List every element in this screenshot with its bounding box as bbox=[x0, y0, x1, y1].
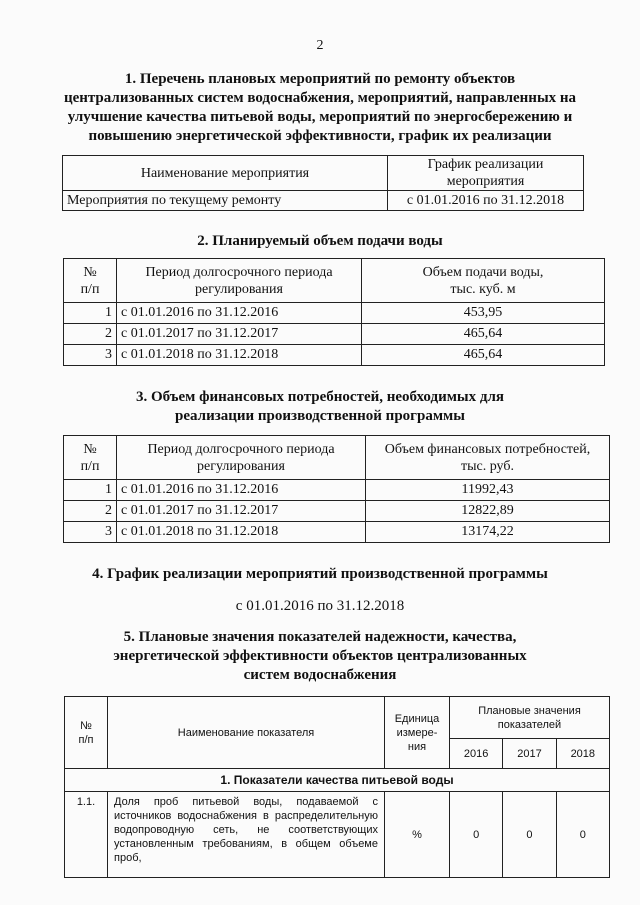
header-number-line: п/п bbox=[80, 281, 100, 297]
row-volume: 453,95 bbox=[362, 303, 605, 324]
header-volume bbox=[362, 259, 605, 303]
row-financial: 13174,22 bbox=[366, 522, 610, 543]
section5-table bbox=[64, 696, 610, 878]
section3-title bbox=[0, 388, 640, 426]
header-financial-line: Объем финансовых потребностей, bbox=[384, 441, 591, 457]
header-period bbox=[117, 436, 366, 480]
section5-title-line: систем водоснабжения bbox=[243, 667, 397, 683]
header-unit-line: Единица bbox=[394, 712, 440, 725]
section4-period: с 01.01.2016 по 31.12.2018 bbox=[235, 598, 405, 614]
row-number: 2 bbox=[64, 501, 117, 522]
header-plan-line: Плановые значения bbox=[478, 704, 581, 717]
header-period-line: Период долгосрочного периода bbox=[145, 264, 333, 280]
header-number bbox=[65, 697, 108, 769]
header-number-line: № bbox=[80, 719, 92, 732]
header-volume-line: тыс. куб. м bbox=[450, 281, 516, 297]
row-period: с 01.01.2016 по 31.12.2016 bbox=[117, 303, 362, 324]
row-number: 1 bbox=[64, 480, 117, 501]
row-period: с 01.01.2018 по 31.12.2018 bbox=[117, 522, 366, 543]
row-period: с 01.01.2017 по 31.12.2017 bbox=[117, 501, 366, 522]
section2-title: 2. Планируемый объем подачи воды bbox=[197, 233, 443, 249]
page-number: 2 bbox=[316, 38, 324, 53]
row-period: с 01.01.2018 по 31.12.2018 bbox=[117, 345, 362, 366]
table-row bbox=[65, 792, 610, 878]
header-period-line: регулирования bbox=[195, 281, 283, 297]
header-financial-line: тыс. руб. bbox=[461, 458, 514, 474]
event-name-cell: Мероприятия по текущему ремонту bbox=[63, 191, 388, 211]
section3-table bbox=[63, 435, 610, 543]
header-plan-line: показателей bbox=[497, 718, 562, 731]
header-number bbox=[64, 436, 117, 480]
section2-table bbox=[63, 258, 605, 366]
header-year-2017: 2017 bbox=[503, 739, 556, 769]
table-row bbox=[64, 501, 610, 522]
section1-title-line: улучшение качества питьевой воды, мероприятий по энергосбережению и bbox=[67, 109, 573, 125]
header-number-line: п/п bbox=[80, 458, 100, 474]
group-title: 1. Показатели качества питьевой воды bbox=[65, 769, 610, 792]
table-row bbox=[64, 522, 610, 543]
header-period-line: регулирования bbox=[197, 458, 285, 474]
header-unit-line: измере- bbox=[396, 726, 438, 739]
section1-title-line: централизованных систем водоснабжения, мероприятий, направленных на bbox=[63, 90, 577, 106]
row-volume: 465,64 bbox=[362, 324, 605, 345]
header-unit bbox=[385, 697, 450, 769]
header-indicator-name: Наименование показателя bbox=[108, 697, 385, 769]
header-volume-line: Объем подачи воды, bbox=[422, 264, 544, 280]
section5-title-line: 5. Плановые значения показателей надежности, качества, bbox=[123, 629, 517, 645]
group-row bbox=[65, 769, 610, 792]
header-schedule-line: мероприятия bbox=[446, 174, 525, 189]
row-number: 3 bbox=[64, 522, 117, 543]
schedule-cell: с 01.01.2016 по 31.12.2018 bbox=[388, 191, 584, 211]
section5-title-line: энергетической эффективности объектов централизованных bbox=[113, 648, 527, 664]
row-number: 1 bbox=[64, 303, 117, 324]
section3-title-line: 3. Объем финансовых потребностей, необходимых для bbox=[135, 389, 505, 405]
section1-table bbox=[62, 155, 584, 211]
header-number-line: № bbox=[83, 264, 97, 280]
header-year-2016: 2016 bbox=[450, 739, 503, 769]
row-number: 2 bbox=[64, 324, 117, 345]
header-number bbox=[64, 259, 117, 303]
row-number: 1.1. bbox=[65, 792, 108, 878]
indicator-text: Доля проб питьевой воды, подаваемой с источников водоснабжения в распределительную водопроводную сеть, не соответствующих установленным требованиям, в общем объеме проб, bbox=[108, 792, 385, 878]
value-2016: 0 bbox=[450, 792, 503, 878]
section3-title-line: реализации производственной программы bbox=[175, 408, 465, 424]
table-row bbox=[64, 480, 610, 501]
section4-title: 4. График реализации мероприятий производственной программы bbox=[92, 566, 548, 582]
header-period-line: Период долгосрочного периода bbox=[147, 441, 335, 457]
section1-title-line: повышению энергетической эффективности, график их реализации bbox=[88, 128, 552, 144]
header-number-line: п/п bbox=[78, 733, 94, 746]
indicator-unit: % bbox=[385, 792, 450, 878]
table-row bbox=[64, 324, 605, 345]
value-2017: 0 bbox=[503, 792, 556, 878]
row-number: 3 bbox=[64, 345, 117, 366]
header-period bbox=[117, 259, 362, 303]
header-unit-line: ния bbox=[407, 740, 427, 753]
section5-title bbox=[0, 628, 640, 685]
header-schedule bbox=[388, 156, 584, 191]
header-number-line: № bbox=[83, 441, 97, 457]
row-financial: 11992,43 bbox=[366, 480, 610, 501]
row-financial: 12822,89 bbox=[366, 501, 610, 522]
section1-title-line: 1. Перечень плановых мероприятий по ремонту объектов bbox=[124, 71, 516, 87]
header-schedule-line: График реализации bbox=[427, 157, 544, 172]
header-plan-values bbox=[450, 697, 610, 739]
value-2018: 0 bbox=[556, 792, 609, 878]
row-period: с 01.01.2017 по 31.12.2017 bbox=[117, 324, 362, 345]
table-row bbox=[64, 345, 605, 366]
header-event-name: Наименование мероприятия bbox=[63, 156, 388, 191]
section1-title bbox=[0, 70, 640, 146]
header-year-2018: 2018 bbox=[556, 739, 609, 769]
header-financial bbox=[366, 436, 610, 480]
table-row bbox=[64, 303, 605, 324]
table-row bbox=[63, 191, 584, 211]
row-volume: 465,64 bbox=[362, 345, 605, 366]
row-period: с 01.01.2016 по 31.12.2016 bbox=[117, 480, 366, 501]
